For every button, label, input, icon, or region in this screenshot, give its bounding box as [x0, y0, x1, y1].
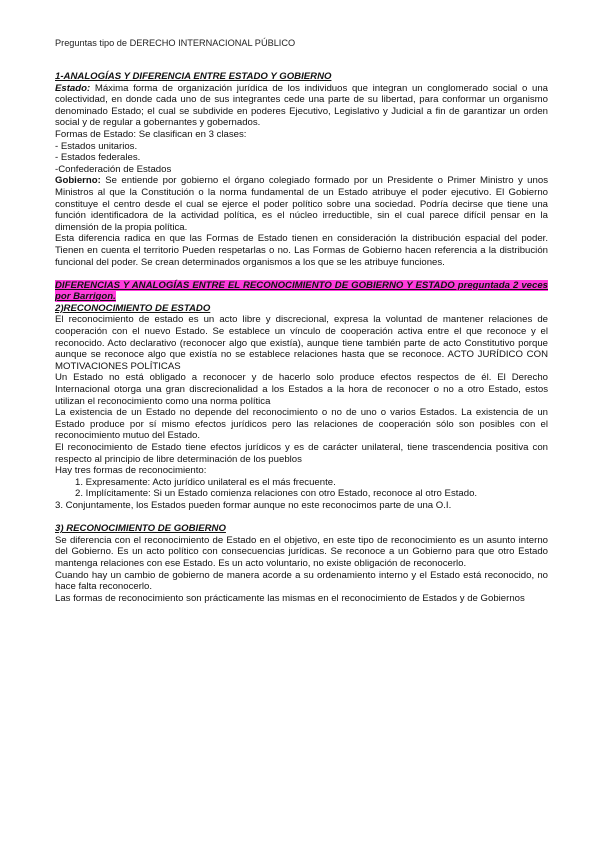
forma-item: -Confederación de Estados: [55, 163, 172, 175]
reconocimiento-gobierno-p1: Se diferencia con el reconocimiento de Estado en el objetivo, en este tipo de reconocimiento es un asunto interno del Gobierno. Es un acto político con consecuencias jurídicas. Se reconoce a un Gobierno para que otro Estado mantenga relaciones con ese Estado. Es un acto voluntario, no existe obligación de reconocerlo.: [55, 534, 548, 569]
reconocimiento-gobierno-p3: Las formas de reconocimiento son prácticamente las mismas en el reconocimiento de Estados y de Gobiernos: [55, 592, 525, 604]
section-2-heading: 2)RECONOCIMIENTO DE ESTADO: [55, 302, 211, 314]
formas-intro: Formas de Estado: Se clasifican en 3 clases:: [55, 128, 247, 140]
gobierno-label: Gobierno:: [55, 175, 101, 187]
reconocimiento-estado-p2: Un Estado no está obligado a reconocer y de hacerlo solo produce efectos respectos de él. El Derecho Internacional otorga una gran discrecionalidad a los Estados a la hora de reconocer o no a otro Estado, estos utilizan el reconocimiento como una norma política: [55, 372, 548, 407]
reconocimiento-gobierno-p2: Cuando hay un cambio de gobierno de manera acorde a su ordenamiento interno y el Estado está reconocido, no hace falta reconocerlo.: [55, 569, 548, 593]
reconocimiento-estado-p5: Hay tres formas de reconocimiento:: [55, 465, 207, 477]
diferencia-paragraph: Esta diferencia radica en que las Formas de Estado tienen en consideración la distribución espacial del poder. Tienen en cuenta el territorio Pueden respetarlas o no. Las Formas de Gobierno hacen referencia a la distribución funcional del poder. Se crean determinados organismos a los que se les atribuye funciones.: [55, 233, 548, 268]
list-item: 3. Conjuntamente, los Estados pueden formar aunque no este reconocimos parte de una O.I.: [55, 499, 452, 511]
estado-text: Máxima forma de organización jurídica de los individuos que integran un conglomerado social o una colectividad, en donde cada uno de sus integrantes cede una parte de su libertad, para conformar un organismo denominado Estado; el cual se subdivide en poderes Ejecutivo, Legislativo y Judicial a fin de garantizar un orden social y de regular a gobernantes y gobernados.: [55, 82, 548, 129]
gobierno-text: Se entiende por gobierno el órgano colegiado formado por un Presidente o Primer Ministro y unos Ministros al que la Constitución o la norma fundamental de un Estado atribuye el poder ejecutivo. El Gobierno constituye el centro desde el cual se ejerce el poder político sobre una sociedad. Podría decirse que tiene una función identificadora de la actividad política, es el núcleo irreductible, sin el cual parece difícil pensar en la dimensión de la propia política.: [55, 175, 548, 233]
forma-item: - Estados unitarios.: [55, 140, 138, 152]
highlighted-heading: DIFERENCIAS Y ANALOGÍAS ENTRE EL RECONOCIMIENTO DE GOBIERNO Y ESTADO preguntada 2 veces por Barrigon.: [55, 279, 548, 303]
section-3-heading: 3) RECONOCIMIENTO DE GOBIERNO: [55, 523, 226, 535]
estado-definition: [55, 83, 548, 129]
highlight-heading-block: [55, 280, 548, 303]
reconocimiento-estado-p4: El reconocimiento de Estado tiene efectos jurídicos y es de carácter unilateral, tiene trascendencia positiva con respecto al principio de libre determinación de los pueblos: [55, 442, 548, 465]
reconocimiento-estado-p1: El reconocimiento de estado es un acto libre y discrecional, expresa la voluntad de mantener relaciones de cooperación con el nuevo Estado. Se establece un vínculo de cooperación activa entre el que reconoce y el reconocido. Acto declarativo (reconocer algo que existía), aunque tiene también parte de acto Constitutivo porque aunque se reconoce algo que existía no se establece relaciones hasta que se reconoce. ACTO JURÍDICO CON MOTIVACIONES POLÍTICAS: [55, 314, 548, 372]
reconocimiento-estado-p3: La existencia de un Estado no depende del reconocimiento o no de uno o varios Estados. La existencia de un Estado produce por sí mismo efectos jurídicos pero las relaciones de cooperación sólo son posibles con el reconocimiento mutuo del Estado.: [55, 407, 548, 442]
estado-label: Estado:: [55, 82, 91, 94]
gobierno-definition: [55, 175, 548, 233]
forma-item: - Estados federales.: [55, 152, 141, 164]
list-item: 1. Expresamente: Acto jurídico unilateral es el más frecuente.: [75, 476, 336, 488]
page-header: Preguntas tipo de DERECHO INTERNACIONAL PÚBLICO: [55, 38, 296, 48]
section-1-heading: 1-ANALOGÍAS Y DIFERENCIA ENTRE ESTADO Y GOBIERNO: [55, 71, 332, 82]
document-body: [55, 71, 548, 604]
list-item: 2. Implícitamente: Si un Estado comienza relaciones con otro Estado, reconoce al otro Estado.: [75, 488, 478, 500]
